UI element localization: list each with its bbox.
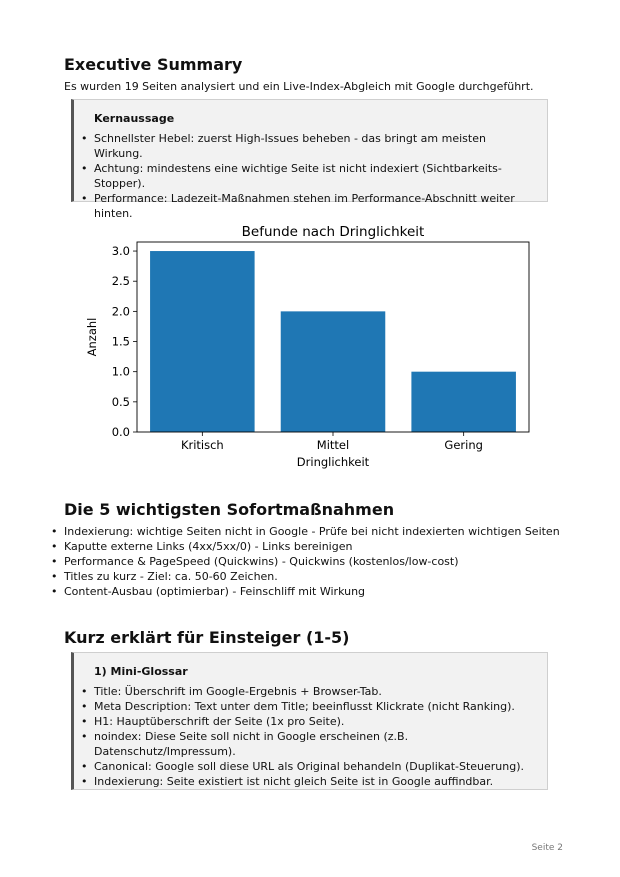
y-tick-label: 0.0 [111,425,130,439]
bar-mittel [281,311,386,432]
list-item: • Performance: Ladezeit-Maßnahmen stehen im Performance-Abschnitt weiter hinten. [81,191,536,221]
y-tick-label: 1.0 [111,364,130,379]
executive-summary-heading: Executive Summary [64,55,243,74]
list-item: • Achtung: mindestens eine wichtige Seite ist nicht indexiert (Sichtbarkeits-Stopper). [81,161,536,191]
list-item: • Content-Ausbau (optimierbar) - Feinschliff mit Wirkung [51,584,571,599]
summary-intro: Es wurden 19 Seiten analysiert und ein Live-Index-Abgleich mit Google durchgeführt. [64,80,534,93]
glossary-box [71,652,548,790]
actions-heading: Die 5 wichtigsten Sofortmaßnahmen [64,500,395,519]
list-item: • Schnellster Hebel: zuerst High-Issues beheben - das bringt am meisten Wirkung. [81,131,536,161]
bar-kritisch [150,251,255,432]
y-tick-label: 1.5 [111,334,130,349]
list-item: • Indexierung: Seite existiert ist nicht gleich Seite ist in Google auffindbar. [81,774,541,789]
actions-list [51,524,571,599]
list-item: • Meta Description: Text unter dem Title; beeinflusst Klickrate (nicht Ranking). [81,699,541,714]
urgency-bar-chart [80,220,550,475]
key-message-box [71,99,548,220]
key-message-title: Kernaussage [94,112,175,125]
list-item: • noindex: Diese Seite soll nicht in Google erscheinen (z.B. Datenschutz/Impressum). [81,729,541,759]
list-item: • H1: Hauptüberschrift der Seite (1x pro Seite). [81,714,541,729]
list-item: • Canonical: Google soll diese URL als Original behandeln (Duplikat-Steuerung). [81,759,541,774]
beginners-heading: Kurz erklärt für Einsteiger (1-5) [64,628,350,647]
glossary-title: 1) Mini-Glossar [94,665,188,678]
x-tick-label: Kritisch [180,438,224,452]
page-number: Seite 2 [531,843,563,853]
key-message-list [81,131,536,221]
y-tick-label: 2.5 [111,274,130,289]
list-item: • Performance & PageSpeed (Quickwins) - Quickwins (kostenlos/low-cost) [51,554,571,569]
list-item: • Kaputte externe Links (4xx/5xx/0) - Links bereinigen [51,539,571,554]
x-tick-label: Mittel [316,438,350,452]
bar-gering [411,372,516,432]
x-tick-label: Gering [444,438,483,452]
y-axis-label: Anzahl [85,317,99,357]
y-tick-label: 2.0 [111,304,130,319]
glossary-list [81,684,541,789]
x-axis-label: Dringlichkeit [296,455,370,469]
list-item: • Title: Überschrift im Google-Ergebnis + Browser-Tab. [81,684,541,699]
list-item: • Titles zu kurz - Ziel: ca. 50-60 Zeichen. [51,569,571,584]
y-tick-label: 3.0 [111,244,130,259]
y-tick-label: 0.5 [111,394,130,409]
list-item: • Indexierung: wichtige Seiten nicht in Google - Prüfe bei nicht indexierten wichtigen Seiten [51,524,571,539]
chart-title: Befunde nach Dringlichkeit [241,224,425,240]
